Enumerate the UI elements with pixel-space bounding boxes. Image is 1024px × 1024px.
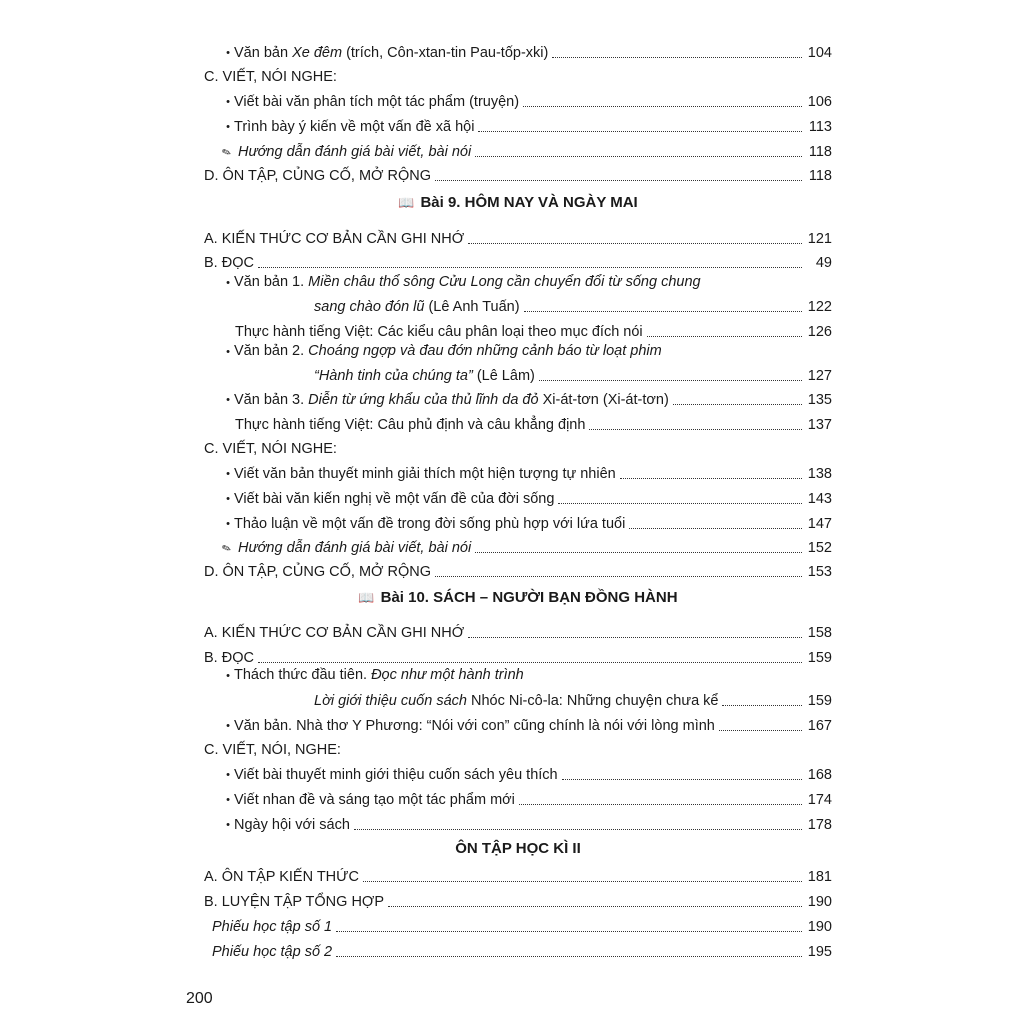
dot-leader: [539, 380, 802, 381]
toc-entry: [314, 361, 832, 385]
toc-page-number: 153: [807, 564, 832, 580]
toc-entry-first-line: • Thách thức đầu tiên. Đọc như một hành trình: [222, 667, 524, 683]
toc-entry: [222, 459, 832, 483]
dot-leader: [673, 404, 802, 405]
toc-section: [204, 557, 832, 581]
toc-page-number: 195: [807, 944, 832, 960]
toc-entry-label: sang chào đón lũ (Lê Anh Tuấn): [314, 299, 520, 315]
toc-entry: [222, 112, 832, 136]
toc-entry: [212, 937, 832, 961]
toc-page-number: 113: [808, 119, 832, 135]
dot-leader: [722, 705, 802, 706]
dot-leader: [589, 429, 802, 430]
toc-page-number: 174: [807, 792, 832, 808]
toc-section-label: B. ĐỌC: [204, 650, 254, 666]
dot-leader: [524, 311, 802, 312]
toc-page-number: 138: [807, 466, 832, 482]
toc-page-number: 118: [808, 144, 832, 160]
toc-entry: [222, 760, 832, 784]
toc-page-number: 178: [807, 817, 832, 833]
toc-section: [204, 618, 832, 642]
toc-entry-label: Trình bày ý kiến về một vấn đề xã hội: [234, 119, 475, 135]
dot-leader: [647, 336, 802, 337]
dot-leader: [719, 730, 802, 731]
bullet-icon: •: [226, 96, 230, 108]
toc-entry-label: Viết bài văn phân tích một tác phẩm (truyện): [234, 94, 520, 110]
toc-entry: [222, 711, 832, 735]
dot-leader: [354, 829, 802, 830]
toc-entry-label: Văn bản. Nhà thơ Y Phương: “Nói với con” cũng chính là nói với lòng mình: [234, 718, 715, 734]
toc-entry: [222, 385, 832, 409]
toc-entry: [222, 533, 832, 557]
toc-page-number: 167: [807, 718, 832, 734]
toc-section-label: B. LUYỆN TẬP TỔNG HỢP: [204, 894, 385, 910]
toc-entry-label: “Hành tinh của chúng ta” (Lê Lâm): [314, 368, 535, 384]
toc-entry-label: Viết bài thuyết minh giới thiệu cuốn sách yêu thích: [234, 767, 558, 783]
dot-leader: [475, 156, 802, 157]
bullet-icon: •: [226, 394, 230, 406]
dot-leader: [478, 131, 802, 132]
dot-leader: [435, 180, 802, 181]
toc-page-number: 137: [807, 417, 832, 433]
pencil-icon: ✎: [220, 541, 234, 557]
dot-leader: [468, 243, 802, 244]
toc-section-label: A. KIẾN THỨC CƠ BẢN CẦN GHI NHỚ: [204, 625, 465, 641]
toc-page-number: 127: [807, 368, 832, 384]
toc-section-label: D. ÔN TẬP, CỦNG CỐ, MỞ RỘNG: [204, 168, 432, 184]
dot-leader: [558, 503, 802, 504]
toc-entry-first-line: • Văn bản 1. Miền châu thổ sông Cửu Long cần chuyển đổi từ sống chung: [222, 274, 701, 290]
bullet-icon: •: [226, 518, 230, 530]
toc-entry: [222, 785, 832, 809]
toc-section: [204, 735, 832, 759]
toc-entry: [235, 410, 832, 434]
toc-entry-label: Phiếu học tập số 2: [212, 944, 333, 960]
toc-entry: [222, 509, 832, 533]
book-icon: 📖: [398, 195, 415, 210]
bullet-icon: •: [226, 47, 230, 59]
toc-entry: [314, 686, 832, 710]
toc-page-number: 152: [807, 540, 832, 556]
lesson-heading: 📖 Bài 10. SÁCH – NGƯỜI BẠN ĐỒNG HÀNH: [204, 587, 832, 609]
toc-entry-label: Thực hành tiếng Việt: Các kiểu câu phân loại theo mục đích nói: [235, 324, 643, 340]
toc-section-label: C. VIẾT, NÓI, NGHE:: [204, 742, 341, 758]
toc-section-label: D. ÔN TẬP, CỦNG CỐ, MỞ RỘNG: [204, 564, 432, 580]
toc-page-number: 190: [807, 919, 832, 935]
dot-leader: [475, 552, 802, 553]
bullet-icon: •: [226, 493, 230, 505]
toc-entry-label: Thực hành tiếng Việt: Câu phủ định và câu khẳng định: [235, 417, 586, 433]
toc-entry-label: Thảo luận về một vấn đề trong đời sống phù hợp với lứa tuổi: [234, 516, 626, 532]
dot-leader: [388, 906, 802, 907]
dot-leader: [258, 662, 802, 663]
toc-section: [204, 161, 832, 185]
toc-entry: [222, 810, 832, 834]
book-icon: 📖: [358, 590, 375, 605]
toc-page-number: 106: [807, 94, 832, 110]
toc-entry: [222, 87, 832, 111]
dot-leader: [620, 478, 802, 479]
toc-entry-label: Viết nhan đề và sáng tạo một tác phẩm mới: [234, 792, 515, 808]
toc-section-label: C. VIẾT, NÓI NGHE:: [204, 441, 337, 457]
toc-page-number: 158: [807, 625, 832, 641]
toc-page-number: 168: [807, 767, 832, 783]
lesson-heading: 📖 Bài 9. HÔM NAY VÀ NGÀY MAI: [204, 192, 832, 214]
toc-entry-label: Ngày hội với sách: [234, 817, 350, 833]
toc-entry-label: Lời giới thiệu cuốn sách Nhóc Ni-cô-la: Những chuyện chưa kể: [314, 693, 719, 709]
toc-page-number: 159: [807, 693, 832, 709]
dot-leader: [363, 881, 802, 882]
toc-page-number: 126: [807, 324, 832, 340]
dot-leader: [629, 528, 802, 529]
toc-page-number: 135: [807, 392, 832, 408]
dot-leader: [336, 956, 802, 957]
bullet-icon: •: [226, 819, 230, 831]
dot-leader: [523, 106, 802, 107]
dot-leader: [519, 804, 802, 805]
toc-section-label: A. ÔN TẬP KIẾN THỨC: [204, 869, 360, 885]
toc-section: [204, 248, 832, 272]
toc-section: [204, 224, 832, 248]
toc-page-number: 118: [808, 168, 832, 184]
toc-section: [204, 862, 832, 886]
bullet-icon: •: [226, 468, 230, 480]
dot-leader: [562, 779, 802, 780]
dot-leader: [258, 267, 802, 268]
dot-leader: [552, 57, 802, 58]
bullet-icon: •: [226, 794, 230, 806]
dot-leader: [336, 931, 802, 932]
toc-section: [204, 887, 832, 911]
bullet-icon: •: [226, 121, 230, 133]
bullet-icon: •: [226, 670, 230, 682]
toc-entry: [235, 317, 832, 341]
page-number: 200: [186, 990, 213, 1007]
toc-entry-label: Văn bản 3. Diễn từ ứng khẩu của thủ lĩnh da đỏ Xi-át-tơn (Xi-át-tơn): [234, 392, 669, 408]
toc-page-number: 122: [807, 299, 832, 315]
toc-page-number: 121: [807, 231, 832, 247]
toc-entry-label: Văn bản Xe đêm (trích, Côn-xtan-tin Pau-tốp-xki): [234, 45, 549, 61]
toc-entry-label: Viết bài văn kiến nghị về một vấn đề của đời sống: [234, 491, 555, 507]
bullet-icon: •: [226, 277, 230, 289]
toc-entry: [212, 912, 832, 936]
review-heading: ÔN TẬP HỌC KÌ II: [455, 840, 581, 857]
toc-page-number: 190: [807, 894, 832, 910]
toc-section: [204, 62, 832, 86]
bullet-icon: •: [226, 720, 230, 732]
toc-section: [204, 643, 832, 667]
toc-section-label: C. VIẾT, NÓI NGHE:: [204, 69, 337, 85]
toc-entry: [222, 38, 832, 62]
pencil-icon: ✎: [220, 145, 234, 161]
toc-entry-label: Phiếu học tập số 1: [212, 919, 333, 935]
toc-section-label: B. ĐỌC: [204, 255, 254, 271]
dot-leader: [435, 576, 802, 577]
toc-page-number: 159: [807, 650, 832, 666]
toc-entry-label: Viết văn bản thuyết minh giải thích một hiện tượng tự nhiên: [234, 466, 616, 482]
toc-entry: [314, 292, 832, 316]
toc-entry-label: Hướng dẫn đánh giá bài viết, bài nói: [238, 144, 472, 160]
toc-page-number: 147: [807, 516, 832, 532]
bullet-icon: •: [226, 769, 230, 781]
toc-entry: [222, 484, 832, 508]
toc-section-label: A. KIẾN THỨC CƠ BẢN CẦN GHI NHỚ: [204, 231, 465, 247]
toc-page-number: 104: [807, 45, 832, 61]
dot-leader: [468, 637, 802, 638]
toc-section: [204, 434, 832, 458]
toc-entry-label: Hướng dẫn đánh giá bài viết, bài nói: [238, 540, 472, 556]
toc-entry: [222, 137, 832, 161]
toc-entry-first-line: • Văn bản 2. Choáng ngợp và đau đớn những cảnh báo từ loạt phim: [222, 343, 662, 359]
toc-page-number: 49: [815, 255, 832, 271]
toc-page-number: 143: [807, 491, 832, 507]
bullet-icon: •: [226, 346, 230, 358]
toc-page-number: 181: [807, 869, 832, 885]
